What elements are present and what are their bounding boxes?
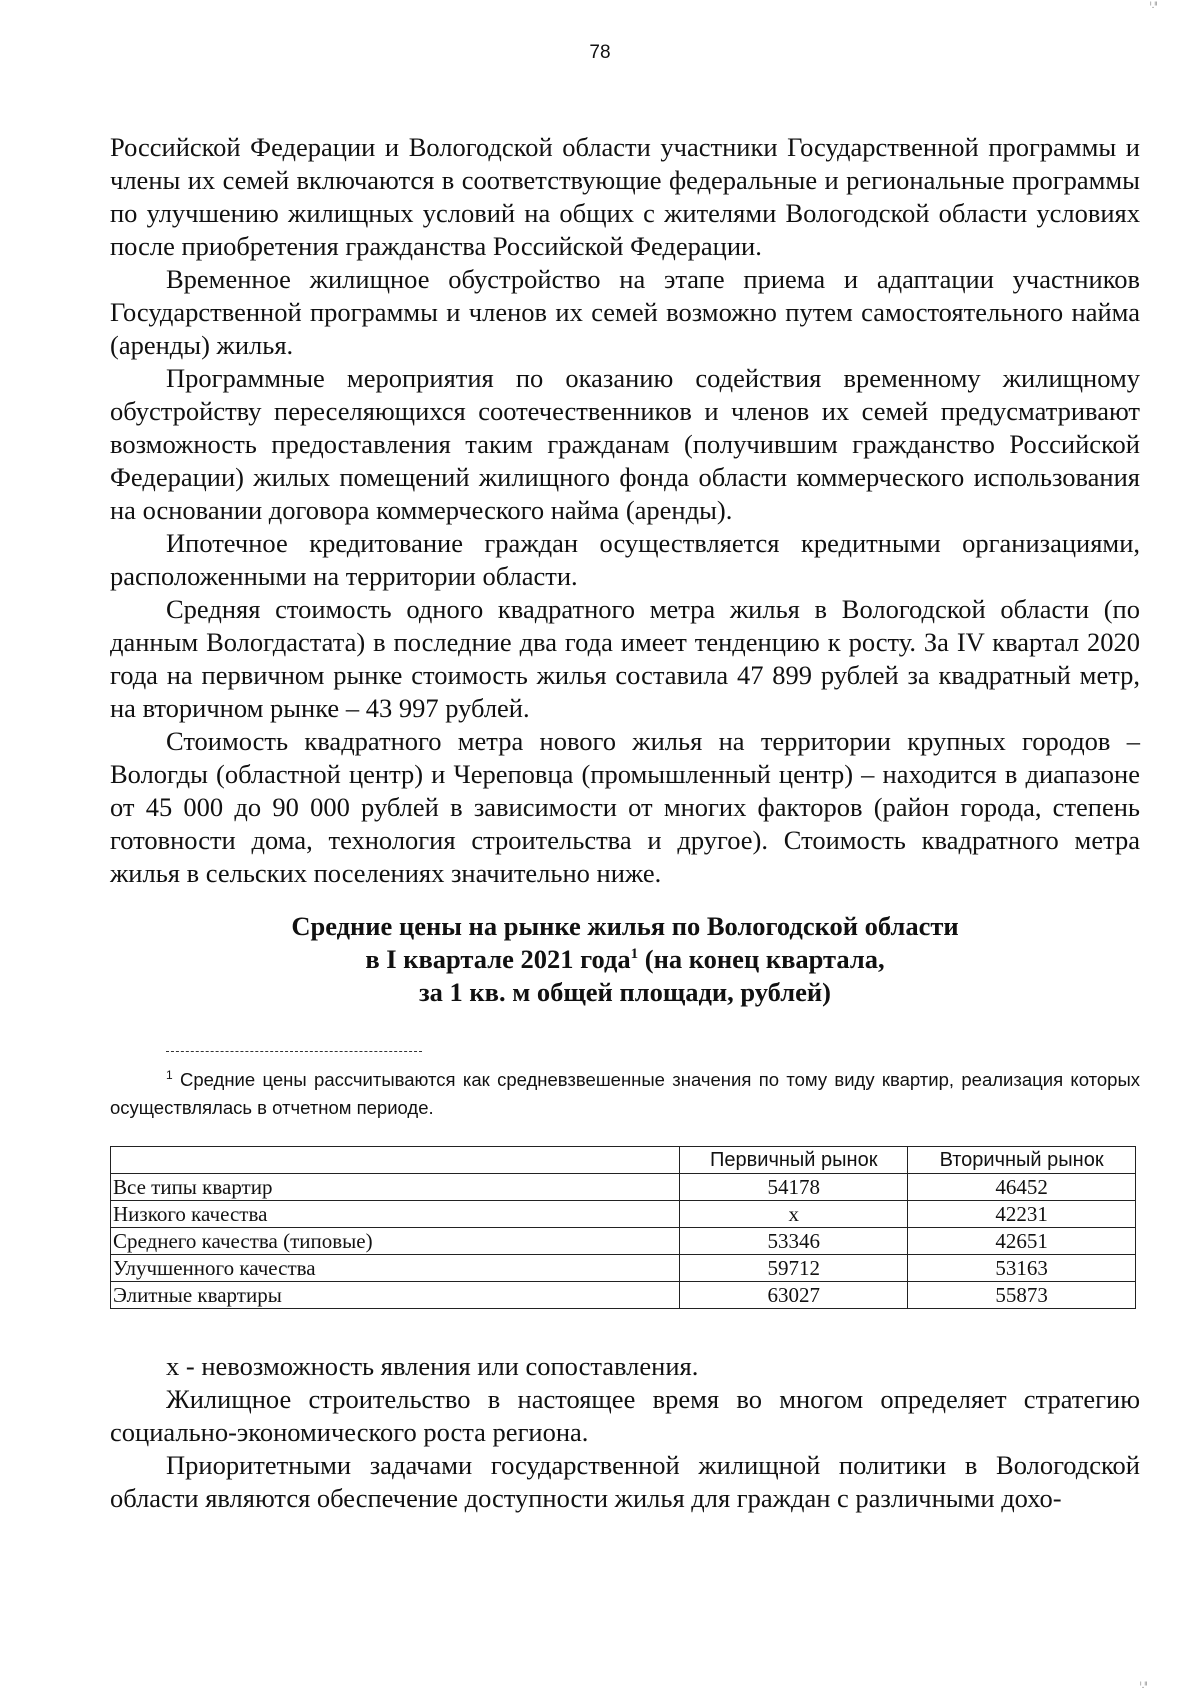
table-row (111, 1174, 1136, 1201)
footnote (110, 1066, 1140, 1122)
primary-price: 53346 (680, 1228, 908, 1255)
secondary-price: 46452 (908, 1174, 1136, 1201)
column-header-empty (111, 1147, 680, 1174)
table-row (111, 1282, 1136, 1309)
table-row (111, 1228, 1136, 1255)
table-title-line: за 1 кв. м общей площади, рублей) (419, 977, 831, 1007)
secondary-price: 42231 (908, 1201, 1136, 1228)
paragraph: Приоритетными задачами государственной жилищной политики в Вологодской области являются обеспечение доступности жилья для граждан с различными дохо- (110, 1450, 1140, 1513)
primary-price: 63027 (680, 1282, 908, 1309)
row-label: Среднего качества (типовые) (111, 1228, 680, 1255)
table-title-text: в I квартале 2021 года (365, 944, 631, 974)
paragraph: Временное жилищное обустройство на этапе приема и адаптации участников Государственной программы и членов их семей возможно путем самостоятельного найма (аренды) жилья. (110, 264, 1140, 360)
table-title-text: (на конец квартала, (638, 944, 885, 974)
secondary-price: 42651 (908, 1228, 1136, 1255)
footnote-marker: 1 (166, 1068, 173, 1082)
table-note: х - невозможность явления или сопоставления. (166, 1351, 699, 1381)
footnote-reference: 1 (630, 946, 639, 962)
footnote-separator (166, 1051, 422, 1052)
table-header-row (111, 1147, 1136, 1174)
primary-price: 59712 (680, 1255, 908, 1282)
intro-text-block (110, 131, 1140, 890)
paragraph: Программные мероприятия по оказанию содействия временному жилищному обустройству переселяющихся соотечественников и членов их семей предусматривают возможность предоставления таким гражданам (получившим гражданство Российской Федерации) жилых помещений жилищного фонда области коммерческого использования на основании договора коммерческого найма (аренды). (110, 363, 1140, 525)
table-title (110, 910, 1140, 1009)
row-label: Элитные квартиры (111, 1282, 680, 1309)
paragraph: Ипотечное кредитование граждан осуществляется кредитными организациями, расположенными на территории области. (110, 528, 1140, 591)
paragraph: Российской Федерации и Вологодской области участники Государственной программы и члены их семей включаются в соответствующие федеральные и региональные программы по улучшению жилищных условий на общих с жителями Вологодской области условиях после приобретения гражданства Российской Федерации. (110, 132, 1140, 261)
primary-price: x (680, 1201, 908, 1228)
housing-price-table (110, 1146, 1136, 1309)
table-title-line (110, 943, 1140, 976)
scan-mark-top: ᶦ.ᶦᶦ (1150, 0, 1158, 11)
row-label: Все типы квартир (111, 1174, 680, 1201)
row-label: Низкого качества (111, 1201, 680, 1228)
footnote-text: Средние цены рассчитываются как средневзвешенные значения по тому виду квартир, реализация которых осуществлялась в отчетном периоде. (110, 1069, 1140, 1118)
column-header-secondary-market: Вторичный рынок (908, 1147, 1136, 1174)
primary-price: 54178 (680, 1174, 908, 1201)
column-header-primary-market: Первичный рынок (680, 1147, 908, 1174)
page-number: 78 (589, 42, 611, 63)
paragraph: Жилищное строительство в настоящее время во многом определяет стратегию социально-экономического роста региона. (110, 1384, 1140, 1447)
paragraph: Стоимость квадратного метра нового жилья на территории крупных городов – Вологды (областной центр) и Череповца (промышленный центр) – находится в диапазоне от 45 000 до 90 000 рублей в зависимости от многих факторов (район города, степень готовности дома, технология строительства и другое). Стоимость квадратного метра жилья в сельских поселениях значительно ниже. (110, 726, 1140, 888)
scan-mark-bottom: ᶦ.ᶦᶦ (1140, 1680, 1148, 1691)
secondary-price: 55873 (908, 1282, 1136, 1309)
tail-text-block (110, 1350, 1140, 1515)
row-label: Улучшенного качества (111, 1255, 680, 1282)
table-row (111, 1201, 1136, 1228)
secondary-price: 53163 (908, 1255, 1136, 1282)
table-title-line: Средние цены на рынке жилья по Вологодской области (291, 911, 959, 941)
table-row (111, 1255, 1136, 1282)
paragraph: Средняя стоимость одного квадратного метра жилья в Вологодской области (по данным Вологдастата) в последние два года имеет тенденцию к росту. За IV квартал 2020 года на первичном рынке стоимость жилья составила 47 899 рублей за квадратный метр, на вторичном рынке – 43 997 рублей. (110, 594, 1140, 723)
